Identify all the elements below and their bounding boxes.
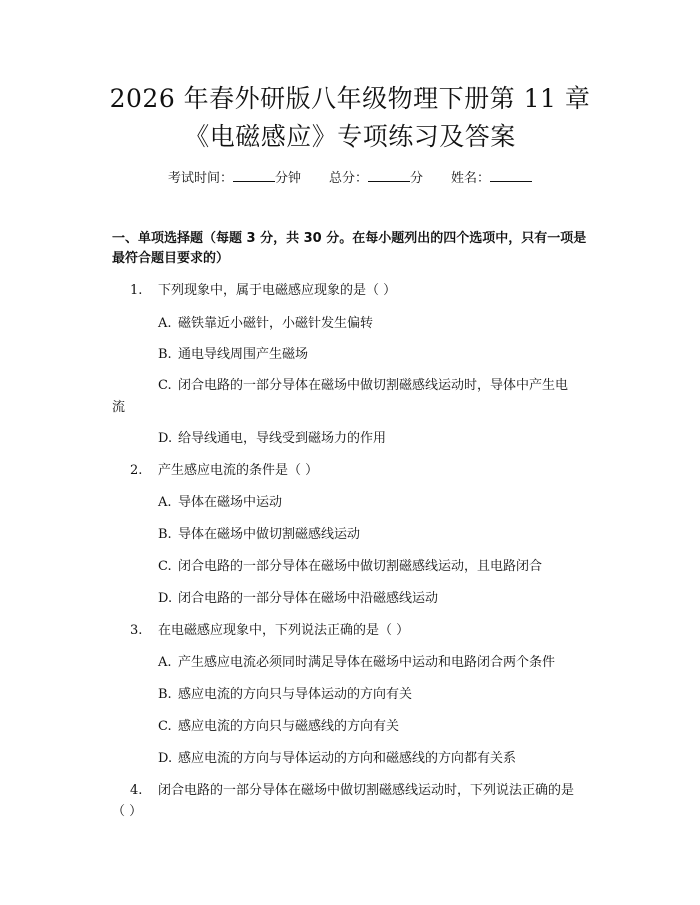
page-title-line-2: 《电磁感应》专项练习及答案 [184,122,516,151]
question-1-option-d [158,429,603,449]
question-3-option-b [158,685,603,705]
question-4 [130,781,600,801]
option-text: 感应电流的方向与导体运动的方向和磁感线的方向都有关系 [178,751,517,766]
question-stem: 闭合电路的一部分导体在磁场中做切割磁感线运动时，下列说法正确的是 [158,783,575,798]
question-1-option-c-continuation: 流 [112,400,126,415]
question-2-option-a [158,493,603,513]
option-text: 产生感应电流必须同时满足导体在磁场中运动和电路闭合两个条件 [178,655,556,670]
question-3-option-d [158,749,603,769]
score-label: 总分： [328,171,368,186]
option-letter: D. [158,431,173,446]
score-blank [368,169,410,182]
option-letter: C. [158,559,172,574]
question-3-option-c [158,717,603,737]
question-1-option-b [158,345,603,365]
question-2-option-d [158,589,603,609]
option-letter: A. [158,495,172,510]
option-letter: D. [158,751,173,766]
question-number: 1. [130,283,143,298]
score-unit: 分 [410,171,424,186]
option-letter: A. [158,655,172,670]
option-text: 闭合电路的一部分导体在磁场中做切割磁感线运动，且电路闭合 [178,559,543,574]
question-3-option-a [158,653,603,673]
option-letter: A. [158,316,172,331]
question-4-stem-continuation: （ ） [112,804,143,819]
question-number: 2. [130,463,143,478]
section-1-header [112,229,602,269]
option-text: 感应电流的方向只与导体运动的方向有关 [178,687,413,702]
option-letter: D. [158,591,173,606]
option-letter: B. [158,687,172,702]
option-letter: C. [158,719,172,734]
option-text: 闭合电路的一部分导体在磁场中做切割磁感线运动时，导体中产生电 [178,378,569,393]
question-1-option-a [158,314,603,334]
question-1 [130,281,600,301]
option-letter: B. [158,347,172,362]
question-1-option-c [158,376,603,396]
option-text: 通电导线周围产生磁场 [178,347,309,362]
page-title-line-1: 2026 年春外研版八年级物理下册第 11 章 [109,84,591,113]
option-letter: C. [158,378,172,393]
time-label: 考试时间： [167,171,233,186]
option-text: 磁铁靠近小磁针，小磁针发生偏转 [178,316,374,331]
option-text: 感应电流的方向只与磁感线的方向有关 [178,719,400,734]
option-letter: B. [158,527,172,542]
question-2-option-c [158,557,603,577]
name-label: 姓名： [451,171,491,186]
question-stem: 在电磁感应现象中，下列说法正确的是（ ） [158,623,410,638]
question-number: 4. [130,783,143,798]
section-1-header-line-2: 最符合题目要求的） [112,251,230,266]
question-2-option-b [158,525,603,545]
exam-info-row [0,169,700,188]
option-text: 给导线通电，导线受到磁场力的作用 [178,431,387,446]
option-text: 闭合电路的一部分导体在磁场中沿磁感线运动 [178,591,439,606]
question-stem: 产生感应电流的条件是（ ） [158,463,319,478]
time-blank [233,169,275,182]
option-text: 导体在磁场中做切割磁感线运动 [178,527,361,542]
question-stem: 下列现象中，属于电磁感应现象的是（ ） [158,283,397,298]
name-blank [490,169,532,182]
section-1-header-line-1: 一、单项选择题（每题 3 分，共 30 分。在每小题列出的四个选项中，只有一项是 [112,231,587,246]
question-3 [130,621,600,641]
question-number: 3. [130,623,143,638]
question-2 [130,461,600,481]
time-unit: 分钟 [274,171,301,186]
option-text: 导体在磁场中运动 [178,495,283,510]
